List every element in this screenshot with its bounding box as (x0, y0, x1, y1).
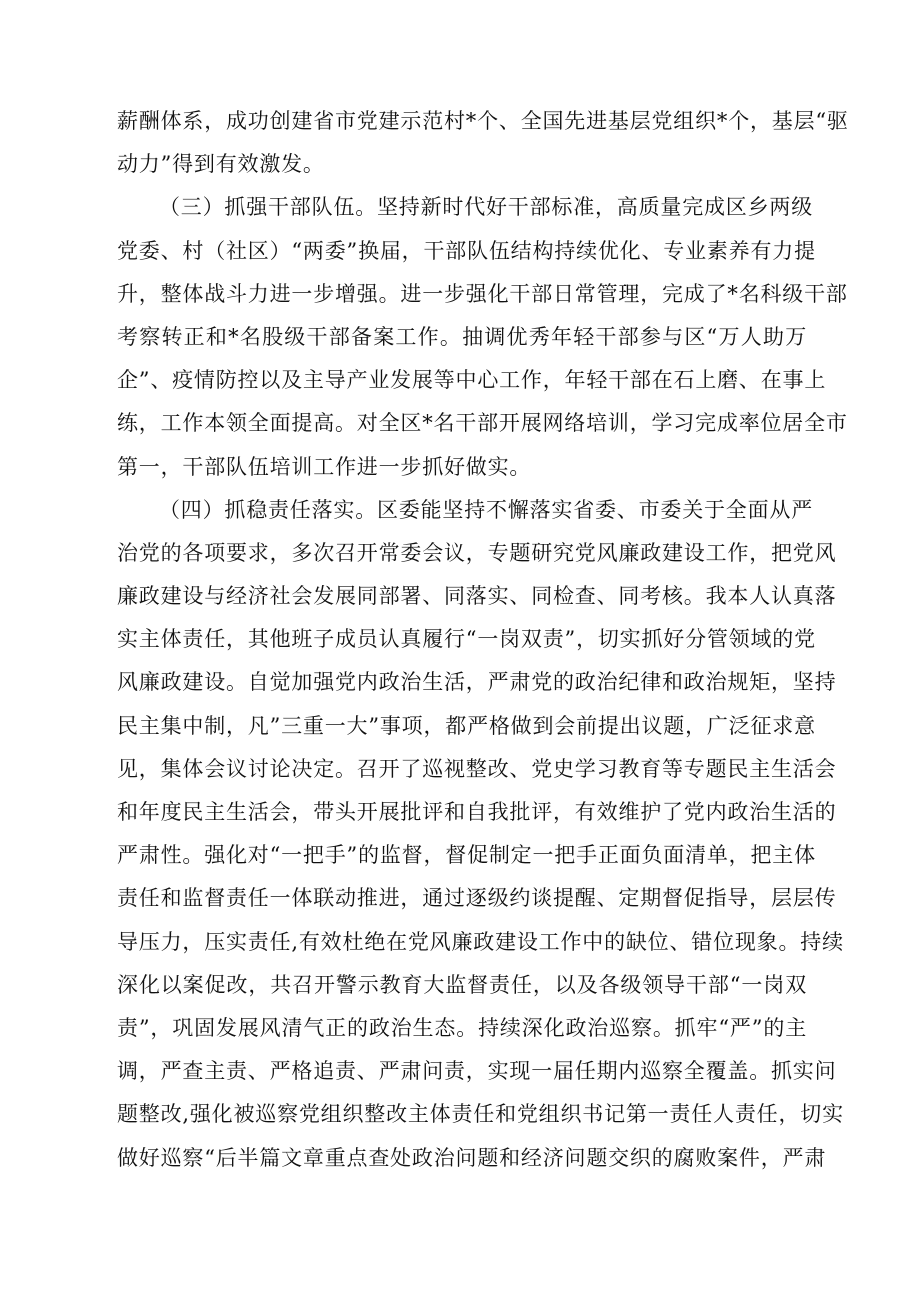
text-line: 题整改,强化被巡察党组织整改主体责任和党组织书记第一责任人责任，切实 (117, 1102, 844, 1127)
text-line: 第一，干部队伍培训工作进一步抓好做实。 (117, 454, 532, 479)
document-body (117, 100, 849, 1180)
text-line: 薪酬体系，成功创建省市党建示范村*个、全国先进基层党组织*个，基层“驱 (117, 109, 849, 133)
text-line: 和年度民主生活会，带头开展批评和自我批评，有效维护了党内政治生活的 (117, 800, 837, 824)
text-line: 调，严查主责、严格追责、严肃问责，实现一届任期内巡察全覆盖。抓实问 (117, 1059, 837, 1084)
paragraph-heading-line: （三）抓强干部队伍。坚持新时代好干部标准，高质量完成区乡两级 (159, 195, 813, 220)
text-line: 做好巡察“后半篇文章重点查处政治问题和经济问题交织的腐败案件，严肃 (117, 1145, 827, 1170)
text-line: 动力”得到有效激发。 (117, 152, 325, 177)
text-line: 严肃性。强化对“一把手”的监督，督促制定一把手正面负面清单，把主体 (117, 843, 816, 868)
text-line: 民主集中制，凡”三重一大”事项，都严格做到会前提出议题，广泛征求意 (117, 713, 816, 738)
text-line: 风廉政建设。自觉加强党内政治生活，严肃党的政治纪律和政治规矩，坚持 (117, 670, 837, 695)
text-line: 责”，巩固发展风清气正的政治生态。持续深化政治巡察。抓牢“严”的主 (117, 1015, 807, 1040)
text-line: 党委、村（社区）“两委”换届，干部队伍结构持续优化、专业素养有力提 (117, 238, 816, 263)
text-line: 治党的各项要求，多次召开常委会议，专题研究党风廉政建设工作，把党风 (117, 540, 837, 565)
text-line: 考察转正和*名股级干部备案工作。抽调优秀年轻干部参与区“万人助万 (117, 324, 807, 349)
text-line: 廉政建设与经济社会发展同部署、同落实、同检查、同考核。我本人认真落 (117, 584, 837, 609)
paragraph-heading-line: （四）抓稳责任落实。区委能坚持不懈落实省委、市委关于全面从严 (159, 497, 813, 522)
text-line: 见，集体会议讨论决定。召开了巡视整改、党史学习教育等专题民主生活会 (117, 756, 837, 781)
text-line: 责任和监督责任一体联动推进，通过逐级约谈提醒、定期督促指导，层层传 (117, 886, 837, 911)
text-line: 深化以案促改，共召开警示教育大监督责任，以及各级领导干部“一岗双 (117, 972, 807, 997)
text-line: 导压力，压实责任,有效杜绝在党风廉政建设工作中的缺位、错位现象。持续 (117, 929, 844, 954)
text-line: 实主体责任，其他班子成员认真履行“一岗双责”，切实抓好分管领域的党 (117, 627, 816, 652)
text-line: 企”、疫情防控以及主导产业发展等中心工作，年轻干部在石上磨、在事上 (117, 368, 827, 393)
text-line: 练，工作本领全面提高。对全区*名干部开展网络培训，学习完成率位居全市 (117, 411, 848, 436)
text-line: 升，整体战斗力进一步增强。进一步强化干部日常管理，完成了*名科级干部 (117, 281, 848, 306)
